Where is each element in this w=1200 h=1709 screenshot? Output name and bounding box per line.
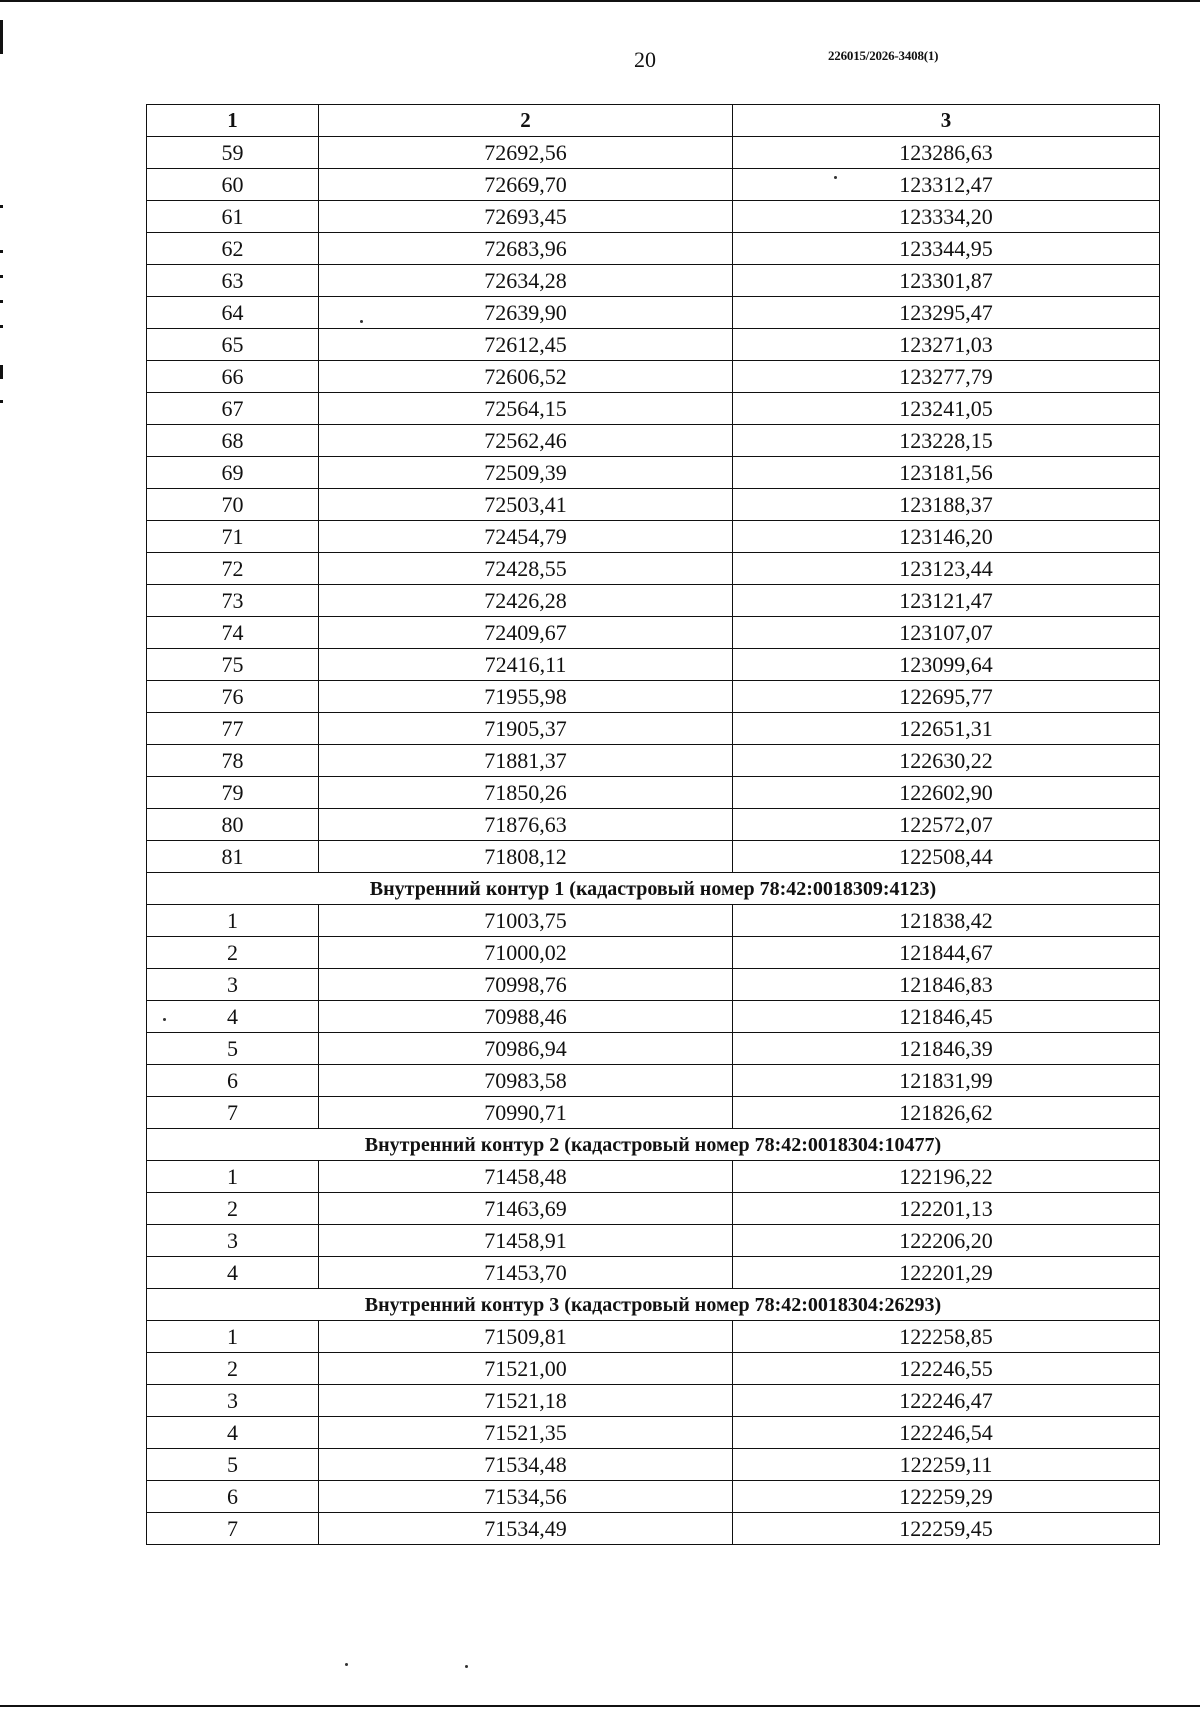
table-row: [147, 1385, 1160, 1417]
y-coordinate-cell: 122259,11: [733, 1449, 1160, 1481]
x-coordinate-cell: 71955,98: [319, 681, 733, 713]
point-number-cell: 4: [147, 1001, 319, 1033]
point-number-cell: 1: [147, 1161, 319, 1193]
section-header-row: [147, 1129, 1160, 1161]
table-row: [147, 1161, 1160, 1193]
y-coordinate-cell: 123241,05: [733, 393, 1160, 425]
point-number-cell: 66: [147, 361, 319, 393]
point-number-cell: 6: [147, 1481, 319, 1513]
x-coordinate-cell: 71003,75: [319, 905, 733, 937]
x-coordinate-cell: 72683,96: [319, 233, 733, 265]
y-coordinate-cell: 123295,47: [733, 297, 1160, 329]
x-coordinate-cell: 71876,63: [319, 809, 733, 841]
table-row: [147, 553, 1160, 585]
x-coordinate-cell: 72509,39: [319, 457, 733, 489]
coordinates-table: [146, 104, 1160, 1545]
x-coordinate-cell: 71453,70: [319, 1257, 733, 1289]
point-number-cell: 68: [147, 425, 319, 457]
x-coordinate-cell: 71905,37: [319, 713, 733, 745]
table-header-row: [147, 105, 1160, 137]
table-row: [147, 1257, 1160, 1289]
table-row: [147, 649, 1160, 681]
y-coordinate-cell: 123181,56: [733, 457, 1160, 489]
x-coordinate-cell: 70998,76: [319, 969, 733, 1001]
y-coordinate-cell: 122201,13: [733, 1193, 1160, 1225]
table-row: [147, 425, 1160, 457]
x-coordinate-cell: 72503,41: [319, 489, 733, 521]
point-number-cell: 81: [147, 841, 319, 873]
table-row: [147, 1193, 1160, 1225]
point-number-cell: 5: [147, 1033, 319, 1065]
point-number-cell: 6: [147, 1065, 319, 1097]
table-row: [147, 1417, 1160, 1449]
column-header: 1: [147, 105, 319, 137]
y-coordinate-cell: 123107,07: [733, 617, 1160, 649]
table-row: [147, 169, 1160, 201]
x-coordinate-cell: 71458,91: [319, 1225, 733, 1257]
table-row: [147, 905, 1160, 937]
point-number-cell: 76: [147, 681, 319, 713]
table-row: [147, 297, 1160, 329]
table-row: [147, 1065, 1160, 1097]
table-row: [147, 489, 1160, 521]
table-row: [147, 265, 1160, 297]
table-row: [147, 1353, 1160, 1385]
column-header: 2: [319, 105, 733, 137]
section-title: Внутренний контур 1 (кадастровый номер 78:42:0018309:4123): [147, 873, 1160, 905]
table-row: [147, 233, 1160, 265]
table-row: [147, 1001, 1160, 1033]
page-number: 20: [634, 47, 656, 72]
y-coordinate-cell: 122246,47: [733, 1385, 1160, 1417]
y-coordinate-cell: 122508,44: [733, 841, 1160, 873]
y-coordinate-cell: 121846,39: [733, 1033, 1160, 1065]
table-row: [147, 937, 1160, 969]
scan-speck: [834, 176, 837, 179]
x-coordinate-cell: 72669,70: [319, 169, 733, 201]
point-number-cell: 65: [147, 329, 319, 361]
y-coordinate-cell: 122246,54: [733, 1417, 1160, 1449]
x-coordinate-cell: 70990,71: [319, 1097, 733, 1129]
point-number-cell: 60: [147, 169, 319, 201]
scan-top-border: [0, 0, 1200, 2]
y-coordinate-cell: 123286,63: [733, 137, 1160, 169]
x-coordinate-cell: 72409,67: [319, 617, 733, 649]
point-number-cell: 2: [147, 1193, 319, 1225]
scan-speck: [345, 1663, 348, 1666]
table-row: [147, 1481, 1160, 1513]
table-row: [147, 809, 1160, 841]
point-number-cell: 64: [147, 297, 319, 329]
point-number-cell: 67: [147, 393, 319, 425]
point-number-cell: 78: [147, 745, 319, 777]
point-number-cell: 5: [147, 1449, 319, 1481]
x-coordinate-cell: 71808,12: [319, 841, 733, 873]
point-number-cell: 72: [147, 553, 319, 585]
y-coordinate-cell: 123228,15: [733, 425, 1160, 457]
table-row: [147, 1033, 1160, 1065]
x-coordinate-cell: 71509,81: [319, 1321, 733, 1353]
y-coordinate-cell: 123188,37: [733, 489, 1160, 521]
x-coordinate-cell: 71521,18: [319, 1385, 733, 1417]
y-coordinate-cell: 123271,03: [733, 329, 1160, 361]
x-coordinate-cell: 72639,90: [319, 297, 733, 329]
point-number-cell: 2: [147, 1353, 319, 1385]
point-number-cell: 59: [147, 137, 319, 169]
table-row: [147, 713, 1160, 745]
point-number-cell: 77: [147, 713, 319, 745]
point-number-cell: 75: [147, 649, 319, 681]
table-row: [147, 777, 1160, 809]
y-coordinate-cell: 123123,44: [733, 553, 1160, 585]
point-number-cell: 73: [147, 585, 319, 617]
table-row: [147, 1321, 1160, 1353]
section-header-row: [147, 1289, 1160, 1321]
x-coordinate-cell: 71534,48: [319, 1449, 733, 1481]
x-coordinate-cell: 71463,69: [319, 1193, 733, 1225]
y-coordinate-cell: 123344,95: [733, 233, 1160, 265]
scan-speck: [465, 1665, 468, 1668]
point-number-cell: 3: [147, 1385, 319, 1417]
y-coordinate-cell: 122602,90: [733, 777, 1160, 809]
x-coordinate-cell: 70988,46: [319, 1001, 733, 1033]
column-header: 3: [733, 105, 1160, 137]
x-coordinate-cell: 72454,79: [319, 521, 733, 553]
point-number-cell: 80: [147, 809, 319, 841]
table-row: [147, 521, 1160, 553]
x-coordinate-cell: 71534,56: [319, 1481, 733, 1513]
point-number-cell: 2: [147, 937, 319, 969]
point-number-cell: 7: [147, 1097, 319, 1129]
x-coordinate-cell: 72693,45: [319, 201, 733, 233]
table-row: [147, 969, 1160, 1001]
y-coordinate-cell: 123099,64: [733, 649, 1160, 681]
y-coordinate-cell: 121826,62: [733, 1097, 1160, 1129]
x-coordinate-cell: 70986,94: [319, 1033, 733, 1065]
table-row: [147, 681, 1160, 713]
table-row: [147, 1097, 1160, 1129]
y-coordinate-cell: 122695,77: [733, 681, 1160, 713]
x-coordinate-cell: 72562,46: [319, 425, 733, 457]
table-row: [147, 201, 1160, 233]
point-number-cell: 1: [147, 1321, 319, 1353]
table-body: [147, 137, 1160, 1545]
y-coordinate-cell: 121831,99: [733, 1065, 1160, 1097]
x-coordinate-cell: 72428,55: [319, 553, 733, 585]
y-coordinate-cell: 121844,67: [733, 937, 1160, 969]
x-coordinate-cell: 71521,35: [319, 1417, 733, 1449]
y-coordinate-cell: 121846,83: [733, 969, 1160, 1001]
x-coordinate-cell: 71534,49: [319, 1513, 733, 1545]
point-number-cell: 69: [147, 457, 319, 489]
x-coordinate-cell: 72692,56: [319, 137, 733, 169]
y-coordinate-cell: 122196,22: [733, 1161, 1160, 1193]
table-row: [147, 1225, 1160, 1257]
x-coordinate-cell: 71850,26: [319, 777, 733, 809]
x-coordinate-cell: 72612,45: [319, 329, 733, 361]
y-coordinate-cell: 123146,20: [733, 521, 1160, 553]
y-coordinate-cell: 122572,07: [733, 809, 1160, 841]
x-coordinate-cell: 72606,52: [319, 361, 733, 393]
y-coordinate-cell: 121846,45: [733, 1001, 1160, 1033]
point-number-cell: 3: [147, 1225, 319, 1257]
point-number-cell: 62: [147, 233, 319, 265]
table-row: [147, 617, 1160, 649]
scan-speck: [163, 1018, 166, 1021]
table-row: [147, 361, 1160, 393]
x-coordinate-cell: 71881,37: [319, 745, 733, 777]
table-row: [147, 1449, 1160, 1481]
point-number-cell: 70: [147, 489, 319, 521]
x-coordinate-cell: 70983,58: [319, 1065, 733, 1097]
x-coordinate-cell: 72564,15: [319, 393, 733, 425]
document-id: 226015/2026-3408(1): [828, 48, 939, 63]
point-number-cell: 1: [147, 905, 319, 937]
x-coordinate-cell: 72416,11: [319, 649, 733, 681]
scan-bottom-border: [0, 1705, 1200, 1707]
y-coordinate-cell: 122258,85: [733, 1321, 1160, 1353]
x-coordinate-cell: 71000,02: [319, 937, 733, 969]
y-coordinate-cell: 122259,29: [733, 1481, 1160, 1513]
point-number-cell: 3: [147, 969, 319, 1001]
table-row: [147, 841, 1160, 873]
y-coordinate-cell: 123312,47: [733, 169, 1160, 201]
point-number-cell: 63: [147, 265, 319, 297]
y-coordinate-cell: 122259,45: [733, 1513, 1160, 1545]
section-title: Внутренний контур 2 (кадастровый номер 78:42:0018304:10477): [147, 1129, 1160, 1161]
table-row: [147, 745, 1160, 777]
x-coordinate-cell: 72634,28: [319, 265, 733, 297]
y-coordinate-cell: 122630,22: [733, 745, 1160, 777]
y-coordinate-cell: 122201,29: [733, 1257, 1160, 1289]
table-row: [147, 329, 1160, 361]
point-number-cell: 7: [147, 1513, 319, 1545]
y-coordinate-cell: 121838,42: [733, 905, 1160, 937]
point-number-cell: 79: [147, 777, 319, 809]
y-coordinate-cell: 122206,20: [733, 1225, 1160, 1257]
point-number-cell: 61: [147, 201, 319, 233]
x-coordinate-cell: 71521,00: [319, 1353, 733, 1385]
x-coordinate-cell: 71458,48: [319, 1161, 733, 1193]
table-row: [147, 137, 1160, 169]
point-number-cell: 4: [147, 1417, 319, 1449]
table-row: [147, 393, 1160, 425]
point-number-cell: 74: [147, 617, 319, 649]
section-header-row: [147, 873, 1160, 905]
section-title: Внутренний контур 3 (кадастровый номер 78:42:0018304:26293): [147, 1289, 1160, 1321]
y-coordinate-cell: 122651,31: [733, 713, 1160, 745]
table-row: [147, 585, 1160, 617]
y-coordinate-cell: 123121,47: [733, 585, 1160, 617]
scan-speck: [360, 320, 363, 323]
point-number-cell: 4: [147, 1257, 319, 1289]
x-coordinate-cell: 72426,28: [319, 585, 733, 617]
y-coordinate-cell: 123334,20: [733, 201, 1160, 233]
scan-edge-marks: [0, 0, 6, 420]
y-coordinate-cell: 123301,87: [733, 265, 1160, 297]
y-coordinate-cell: 122246,55: [733, 1353, 1160, 1385]
point-number-cell: 71: [147, 521, 319, 553]
table-row: [147, 457, 1160, 489]
y-coordinate-cell: 123277,79: [733, 361, 1160, 393]
table-row: [147, 1513, 1160, 1545]
